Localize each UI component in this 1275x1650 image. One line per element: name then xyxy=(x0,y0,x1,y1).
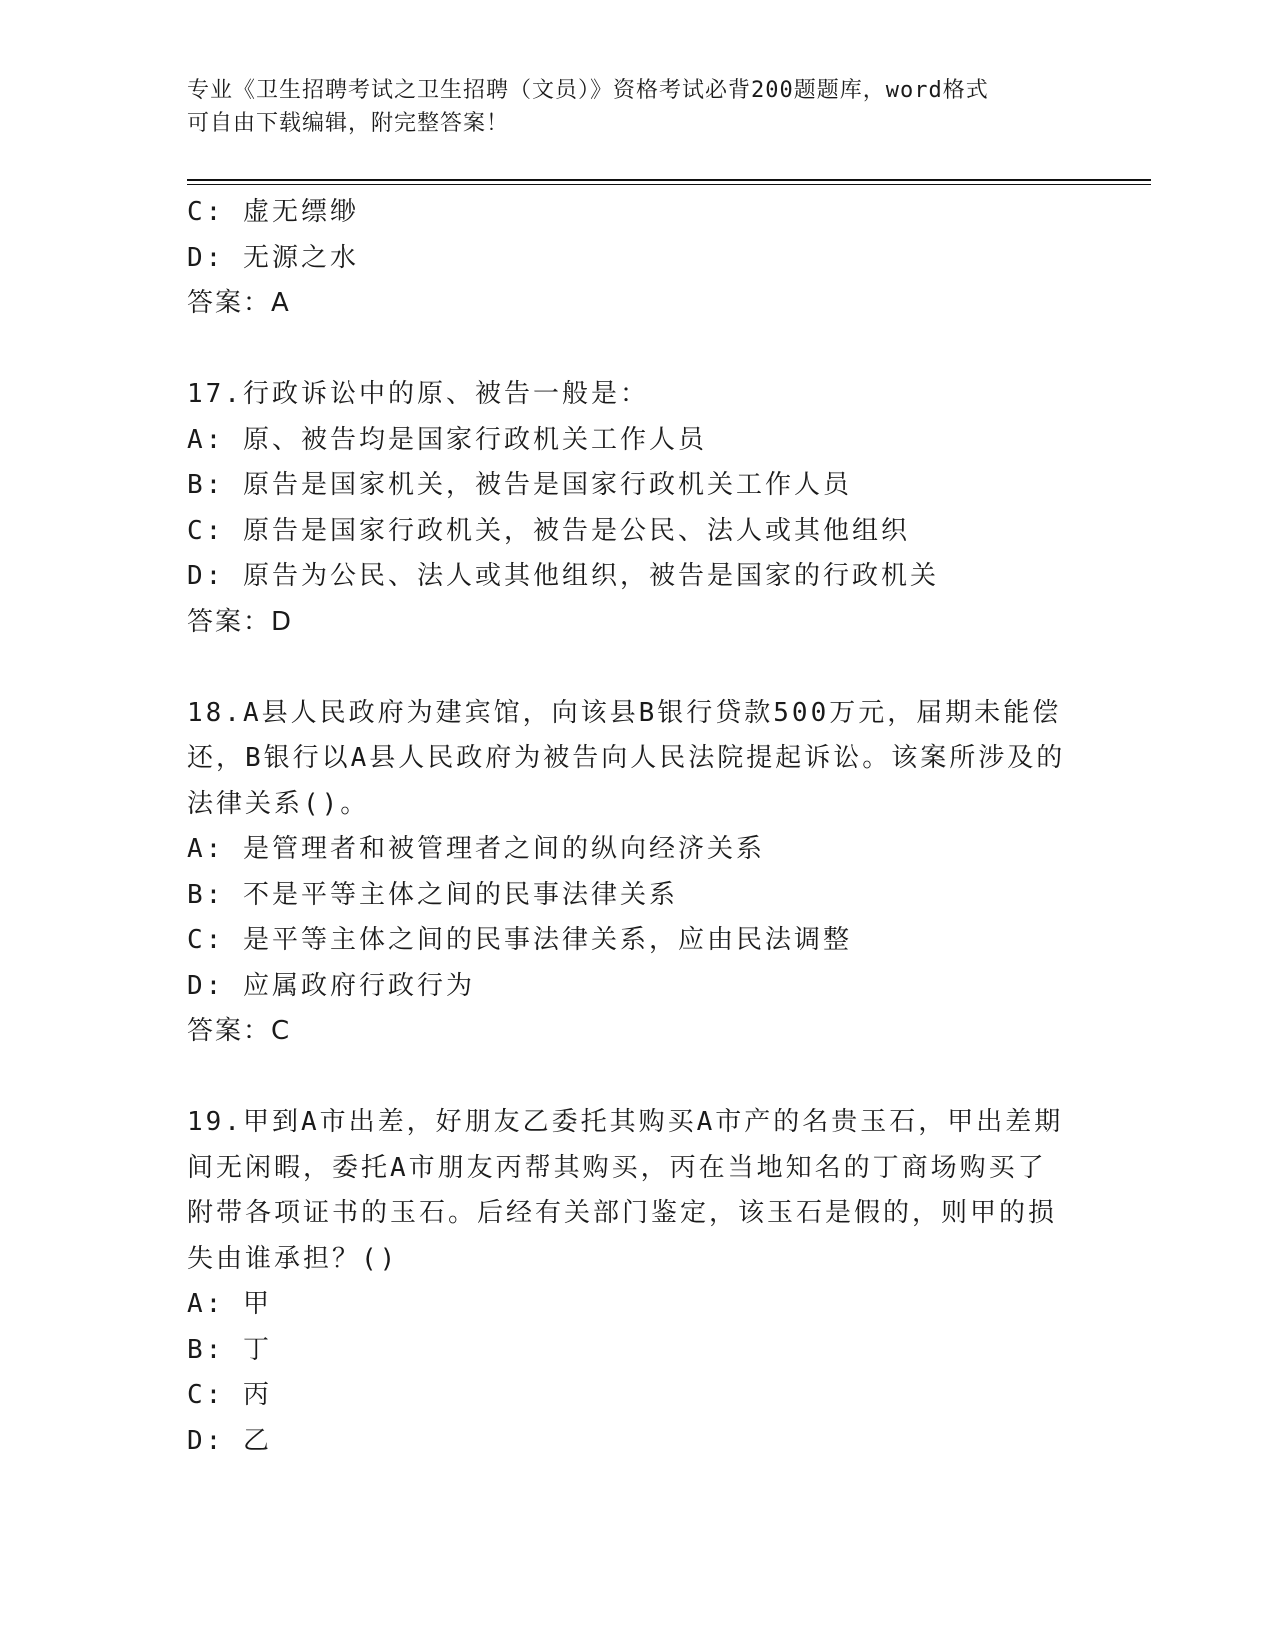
question-stem-line: 附带各项证书的玉石。后经有关部门鉴定，该玉石是假的，则甲的损 xyxy=(187,1198,1058,1228)
question-stem-line: 失由谁承担？() xyxy=(187,1243,399,1274)
question-stem-line: 法律关系()。 xyxy=(187,788,370,819)
spacer xyxy=(187,1055,1087,1101)
option-a: A: 甲 xyxy=(187,1289,272,1319)
option-d: D: 原告为公民、法人或其他组织，被告是国家的行政机关 xyxy=(187,561,939,591)
header-line-1: 专业《卫生招聘考试之卫生招聘（文员）》资格考试必背200题题库，word格式 xyxy=(187,78,989,103)
question-17 xyxy=(187,372,1087,645)
document-header xyxy=(187,74,1067,140)
option-d: D: 乙 xyxy=(187,1425,272,1456)
spacer xyxy=(187,327,1087,373)
option-b: B: 不是平等主体之间的民事法律关系 xyxy=(187,879,678,910)
question-stem-line: 还，B银行以A县人民政府为被告向人民法院提起诉讼。该案所涉及的 xyxy=(187,743,1066,773)
option-b: B: 丁 xyxy=(187,1334,272,1365)
answer: 答案：A xyxy=(187,288,291,318)
question-stem: 17.行政诉讼中的原、被告一般是： xyxy=(187,379,649,409)
question-stem-line: 19.甲到A市出差，好朋友乙委托其购买A市产的名贵玉石，甲出差期 xyxy=(187,1107,1064,1137)
option-d: D: 应属政府行政行为 xyxy=(187,970,475,1001)
option-a: A: 原、被告均是国家行政机关工作人员 xyxy=(187,424,707,455)
option-c: C: 是平等主体之间的民事法律关系，应由民法调整 xyxy=(187,925,852,955)
question-stem-line: 18.A县人民政府为建宾馆，向该县B银行贷款500万元，届期未能偿 xyxy=(187,697,1062,728)
answer: 答案：D xyxy=(187,606,294,637)
header-line-2: 可自由下载编辑，附完整答案！ xyxy=(187,111,510,136)
question-18 xyxy=(187,691,1087,1055)
spacer xyxy=(187,645,1087,691)
option-b: B: 原告是国家机关，被告是国家行政机关工作人员 xyxy=(187,470,852,500)
question-19 xyxy=(187,1100,1087,1464)
option-c: C: 丙 xyxy=(187,1380,272,1410)
question-list xyxy=(187,190,1087,1464)
answer: 答案：C xyxy=(187,1016,292,1046)
question-stem-line: 间无闲暇，委托A市朋友丙帮其购买，丙在当地知名的丁商场购买了 xyxy=(187,1152,1047,1183)
option-c: C: 原告是国家行政机关，被告是公民、法人或其他组织 xyxy=(187,515,910,546)
header-divider-thick xyxy=(187,179,1151,181)
option-a: A: 是管理者和被管理者之间的纵向经济关系 xyxy=(187,834,765,864)
option-c: C: 虚无缥缈 xyxy=(187,197,359,227)
question-16-continued xyxy=(187,190,1087,327)
header-divider-thin xyxy=(187,184,1151,185)
option-d: D: 无源之水 xyxy=(187,242,359,273)
